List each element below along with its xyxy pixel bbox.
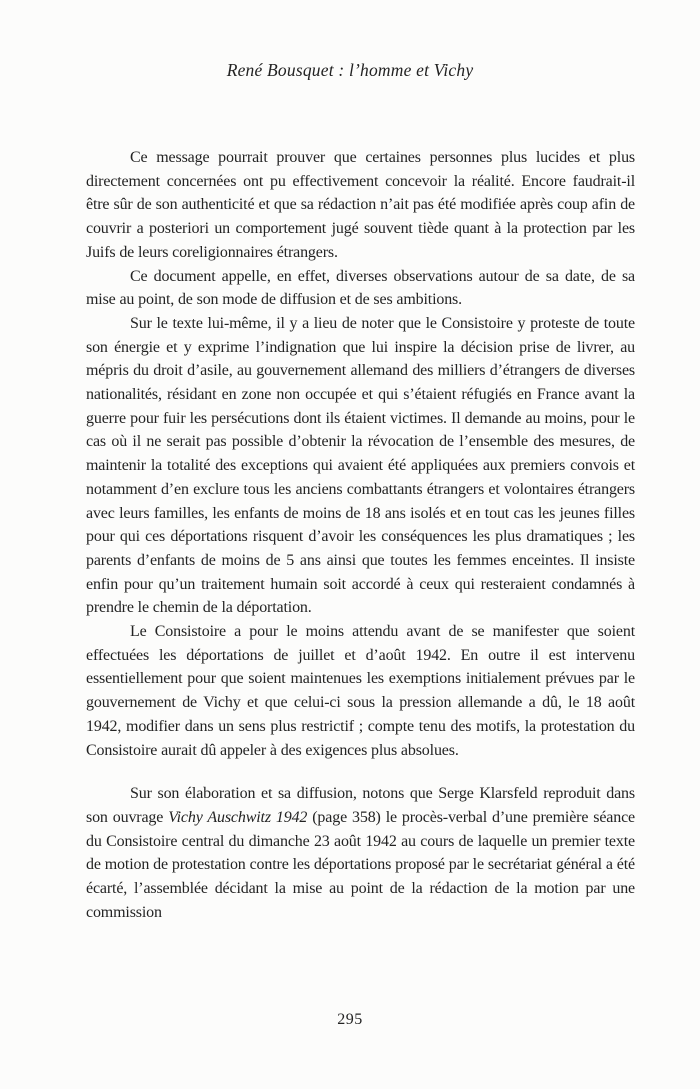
paragraph <box>86 265 635 312</box>
running-header: René Bousquet : l’homme et Vichy <box>226 60 474 80</box>
text-run: Ce document appelle, en effet, diverses observations autour de sa date, de sa mise au point, de son mode de diffusion et de ses ambitions. <box>86 267 635 309</box>
body-text <box>86 146 635 925</box>
paragraph <box>86 146 635 265</box>
text-run: (page 358) le procès-verbal d’une première séance du Consistoire central du dimanche 23 août 1942 au cours de laquelle un premier texte de motion de protestation contre les déportations proposé par le secrétariat général a été écarté, l’assemblée décidant la mise au point de la rédaction de la motion par une commission <box>86 808 635 921</box>
italic-book-title: Vichy Auschwitz 1942 <box>168 808 308 826</box>
text-run: Le Consistoire a pour le moins attendu avant de se manifester que soient effectuées les déportations de juillet et d’août 1942. En outre il est intervenu essentiellement pour que soient maintenues les exemptions initialement prévues par le gouvernement de Vichy et que celui-ci sous la pression allemande a dû, le 18 août 1942, modifier dans un sens plus restrictif ; compte tenu des motifs, la protestation du Consistoire aurait dû appeler à des exigences plus absolues. <box>86 623 635 759</box>
paragraph <box>86 312 635 620</box>
page-number: 295 <box>337 1011 363 1028</box>
text-run: Sur son élaboration et sa diffusion, notons que Serge Klarsfeld reproduit dans son ouvrage <box>86 785 635 826</box>
paragraph <box>86 782 635 924</box>
text-run: Ce message pourrait prouver que certaines personnes plus lucides et plus directement concernées ont pu effectivement concevoir la réalité. Encore faudrait-il être sûr de son authenticité et que sa rédaction n’ait pas été modifiée après coup afin de couvrir a posteriori un comportement jugé souvent tiède quant à la protection par les Juifs de leurs coreligionnaires étrangers. <box>86 149 635 261</box>
paragraph <box>86 620 635 762</box>
text-run: Sur le texte lui-même, il y a lieu de noter que le Consistoire y proteste de toute son énergie et y exprime l’indignation que lui inspire la décision prise de livrer, au mépris du droit d’asile, au gouvernement allemand des milliers d’étrangers de diverses nationalités, résidant en zone non occupée et qui s’étaient réfugiés en France avant la guerre pour fuir les persécutions dont ils étaient victimes. Il demande au moins, pour le cas où il ne serait pas possible d’obtenir la révocation de l’ensemble des mesures, de maintenir la totalité des exceptions qui avaient été appliquées aux premiers convois et notamment d’en exclure tous les anciens combattants étrangers et volontaires étrangers avec leurs familles, les enfants de moins de 18 ans isolés et en tout cas les jeunes filles pour qui ces déportations risquent d’avoir les conséquences les plus dramatiques ; les parents d’enfants de moins de 5 ans ainsi que toutes les femmes enceintes. Il insiste enfin pour qu’un traitement humain soit accordé à ceux qui resteraient condamnés à prendre le chemin de la déportation. <box>86 314 635 617</box>
